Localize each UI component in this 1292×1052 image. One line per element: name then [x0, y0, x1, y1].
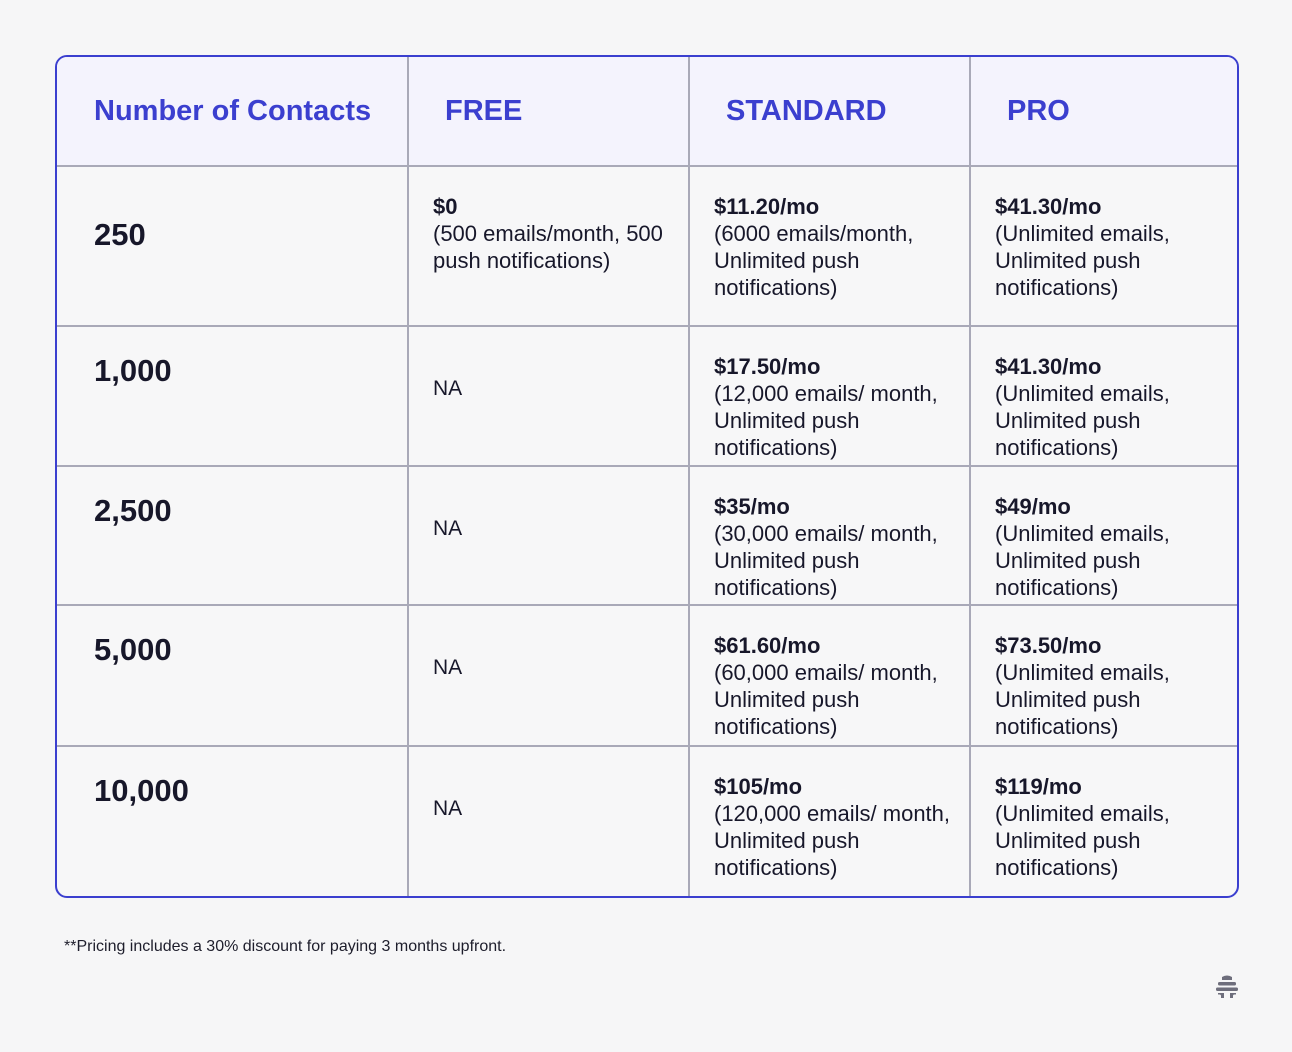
price: $105/mo — [714, 773, 803, 799]
standard-cell — [689, 326, 970, 465]
plan-description: (Unlimited emails, Unlimited push notifications) — [995, 800, 1170, 880]
plan-description: (500 emails/month, 500 push notifications) — [433, 221, 663, 273]
price: $41.30/mo — [995, 194, 1102, 219]
header-row — [57, 57, 1237, 166]
price: $35/mo — [714, 493, 790, 519]
free-cell — [408, 166, 689, 326]
plan-description: (Unlimited emails, Unlimited push notifications) — [995, 520, 1170, 600]
contacts-cell: 2,500 — [57, 466, 408, 605]
header-free: FREE — [408, 57, 689, 166]
pro-cell — [970, 746, 1237, 896]
contacts-cell: 10,000 — [57, 746, 408, 896]
standard-cell — [689, 466, 970, 605]
table-row — [57, 326, 1237, 465]
header-number-of-contacts: Number of Contacts — [57, 57, 408, 166]
price: $11.20/mo — [714, 194, 820, 219]
plan-description: (30,000 emails/ month, Unlimited push notifications) — [714, 520, 938, 600]
plan-description: (12,000 emails/ month, Unlimited push notifications) — [714, 381, 938, 461]
free-cell: NA — [408, 466, 689, 605]
price: $73.50/mo — [995, 633, 1102, 659]
header-standard: STANDARD — [689, 57, 970, 166]
plan-description: (Unlimited emails, Unlimited push notifications) — [995, 221, 1170, 300]
pro-cell — [970, 605, 1237, 745]
free-cell: NA — [408, 605, 689, 745]
pro-cell — [970, 466, 1237, 605]
header-pro: PRO — [970, 57, 1237, 166]
contacts-cell: 1,000 — [57, 326, 408, 465]
table-row — [57, 605, 1237, 745]
free-cell: NA — [408, 746, 689, 896]
pricing-table — [57, 57, 1237, 896]
standard-cell — [689, 166, 970, 326]
contacts-cell: 250 — [57, 166, 408, 326]
price: $49/mo — [995, 493, 1071, 519]
free-cell: NA — [408, 326, 689, 465]
price: $119/mo — [995, 773, 1082, 799]
plan-description: (60,000 emails/ month, Unlimited push notifications) — [714, 660, 938, 740]
plan-description: (6000 emails/month, Unlimited push notifications) — [714, 221, 914, 300]
standard-cell — [689, 746, 970, 896]
contacts-cell: 5,000 — [57, 605, 408, 745]
pricing-footnote: **Pricing includes a 30% discount for paying 3 months upfront. — [64, 938, 507, 955]
pro-cell — [970, 166, 1237, 326]
plan-description: (Unlimited emails, Unlimited push notifications) — [995, 660, 1170, 740]
pricing-table-container — [55, 55, 1239, 898]
standard-cell — [689, 605, 970, 745]
plan-description: (120,000 emails/ month, Unlimited push notifications) — [714, 800, 951, 880]
table-row — [57, 466, 1237, 605]
table-row — [57, 746, 1237, 896]
beehive-logo-icon — [1214, 975, 1240, 999]
price: $17.50/mo — [714, 354, 821, 380]
price: $41.30/mo — [995, 354, 1102, 380]
pro-cell — [970, 326, 1237, 465]
plan-description: (Unlimited emails, Unlimited push notifications) — [995, 381, 1170, 461]
price: $0 — [433, 194, 458, 219]
price: $61.60/mo — [714, 633, 821, 659]
table-row — [57, 166, 1237, 326]
